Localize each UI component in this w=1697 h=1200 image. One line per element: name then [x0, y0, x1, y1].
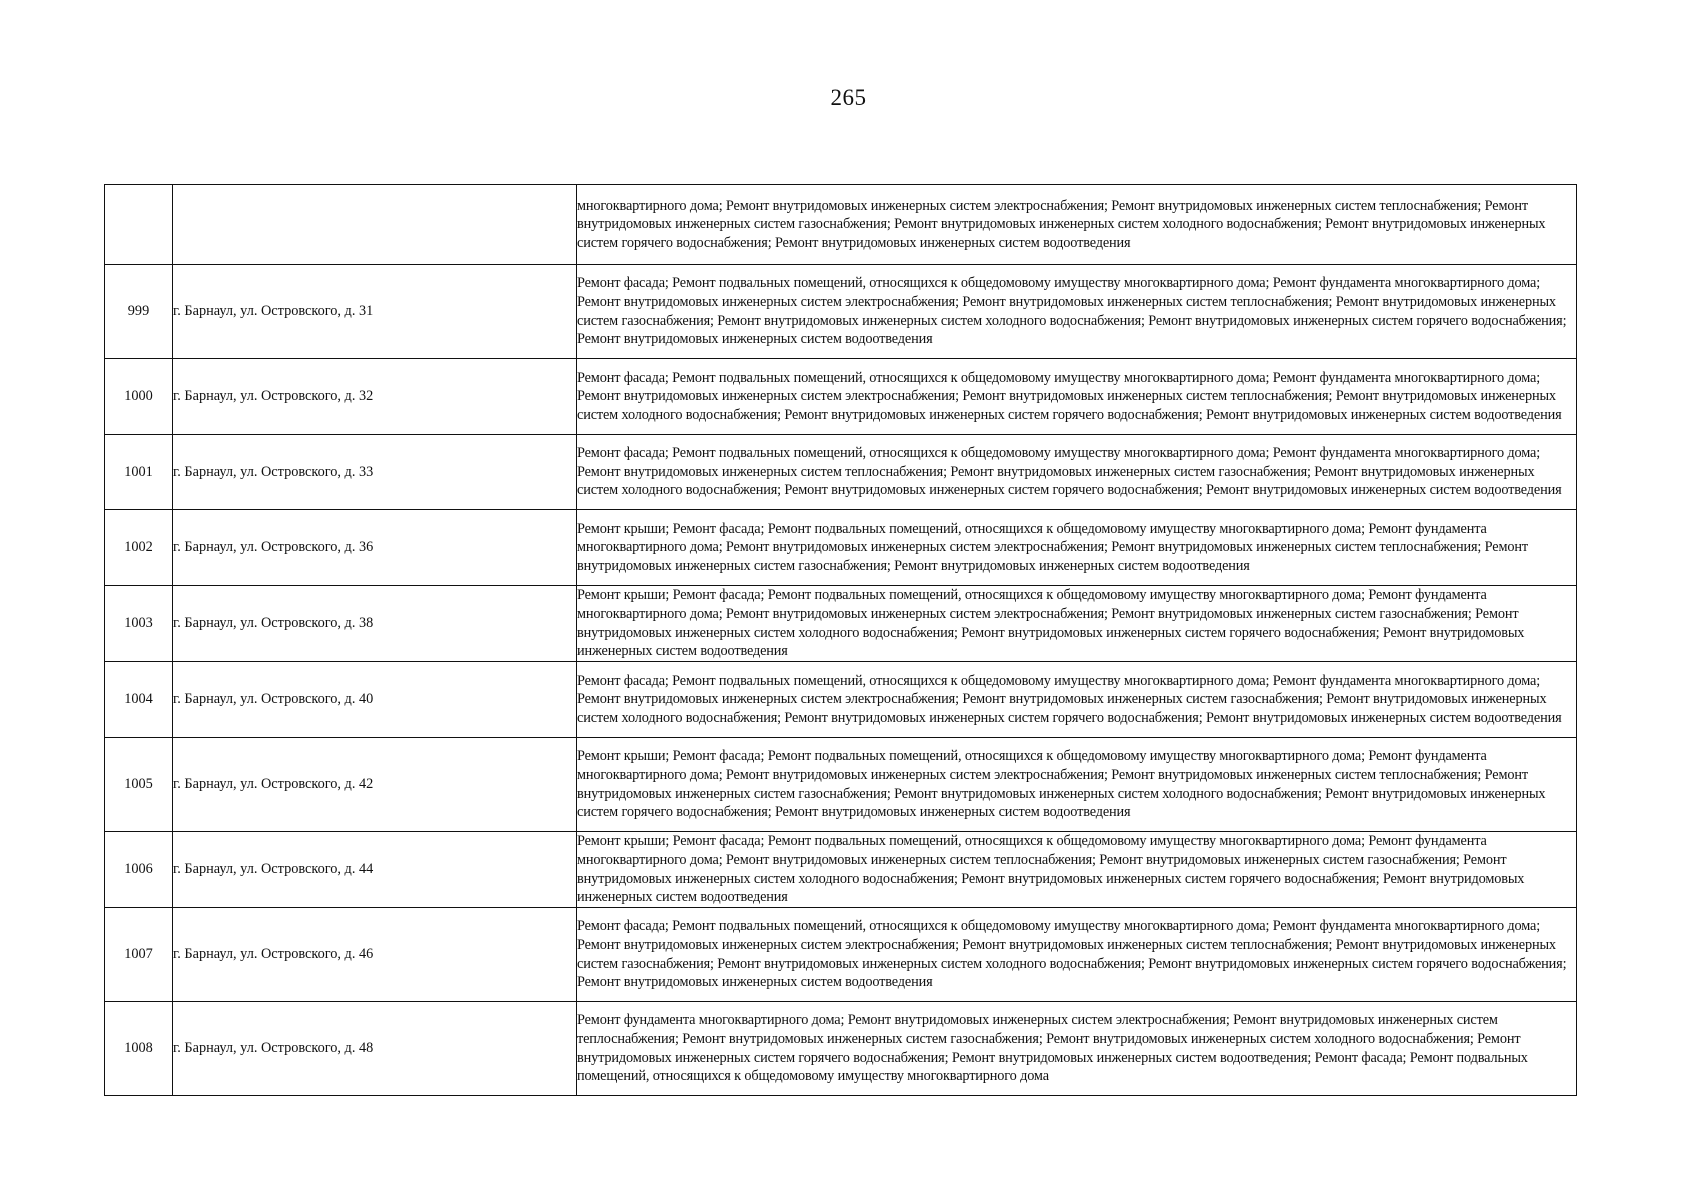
table-row: [105, 832, 1577, 908]
row-number: 1007: [105, 908, 173, 1002]
row-number: 1006: [105, 832, 173, 908]
row-number: 1004: [105, 662, 173, 738]
table-row: [105, 265, 1577, 359]
repair-works: Ремонт крыши; Ремонт фасада; Ремонт подвальных помещений, относящихся к общедомовому имуществу многоквартирного дома; Ремонт фундамента многоквартирного дома; Ремонт внутридомовых инженерных систем электроснабжения; Ремонт внутридомовых инженерных систем теплоснабжения; Ремонт внутридомовых инженерных систем газоснабжения; Ремонт внутридомовых инженерных систем холодного водоснабжения; Ремонт внутридомовых инженерных систем горячего водоснабжения; Ремонт внутридомовых инженерных систем водоотведения: [577, 738, 1577, 832]
repair-works: Ремонт фасада; Ремонт подвальных помещений, относящихся к общедомовому имуществу многоквартирного дома; Ремонт фундамента многоквартирного дома; Ремонт внутридомовых инженерных систем теплоснабжения; Ремонт внутридомовых инженерных систем газоснабжения; Ремонт внутридомовых инженерных систем холодного водоснабжения; Ремонт внутридомовых инженерных систем горячего водоснабжения; Ремонт внутридомовых инженерных систем водоотведения: [577, 435, 1577, 510]
table-row: [105, 510, 1577, 586]
table-row: [105, 1002, 1577, 1096]
repair-works: Ремонт фасада; Ремонт подвальных помещений, относящихся к общедомовому имуществу многоквартирного дома; Ремонт фундамента многоквартирного дома; Ремонт внутридомовых инженерных систем электроснабжения; Ремонт внутридомовых инженерных систем теплоснабжения; Ремонт внутридомовых инженерных систем газоснабжения; Ремонт внутридомовых инженерных систем холодного водоснабжения; Ремонт внутридомовых инженерных систем горячего водоснабжения; Ремонт внутридомовых инженерных систем водоотведения: [577, 265, 1577, 359]
page-number: 265: [830, 85, 867, 110]
row-number: 1003: [105, 586, 173, 662]
table-row: [105, 359, 1577, 435]
repair-works: Ремонт фасада; Ремонт подвальных помещений, относящихся к общедомовому имуществу многоквартирного дома; Ремонт фундамента многоквартирного дома; Ремонт внутридомовых инженерных систем электроснабжения; Ремонт внутридомовых инженерных систем теплоснабжения; Ремонт внутридомовых инженерных систем газоснабжения; Ремонт внутридомовых инженерных систем холодного водоснабжения; Ремонт внутридомовых инженерных систем горячего водоснабжения; Ремонт внутридомовых инженерных систем водоотведения: [577, 908, 1577, 1002]
row-number: 1001: [105, 435, 173, 510]
house-address: г. Барнаул, ул. Островского, д. 33: [173, 435, 577, 510]
house-address: [173, 185, 577, 265]
repair-works: Ремонт крыши; Ремонт фасада; Ремонт подвальных помещений, относящихся к общедомовому имуществу многоквартирного дома; Ремонт фундамента многоквартирного дома; Ремонт внутридомовых инженерных систем электроснабжения; Ремонт внутридомовых инженерных систем газоснабжения; Ремонт внутридомовых инженерных систем холодного водоснабжения; Ремонт внутридомовых инженерных систем горячего водоснабжения; Ремонт внутридомовых инженерных систем водоотведения: [577, 586, 1577, 662]
repair-works: многоквартирного дома; Ремонт внутридомовых инженерных систем электроснабжения; Ремонт внутридомовых инженерных систем теплоснабжения; Ремонт внутридомовых инженерных систем газоснабжения; Ремонт внутридомовых инженерных систем холодного водоснабжения; Ремонт внутридомовых инженерных систем горячего водоснабжения; Ремонт внутридомовых инженерных систем водоотведения: [577, 185, 1577, 265]
house-address: г. Барнаул, ул. Островского, д. 40: [173, 662, 577, 738]
repair-works: Ремонт фасада; Ремонт подвальных помещений, относящихся к общедомовому имуществу многоквартирного дома; Ремонт фундамента многоквартирного дома; Ремонт внутридомовых инженерных систем электроснабжения; Ремонт внутридомовых инженерных систем теплоснабжения; Ремонт внутридомовых инженерных систем холодного водоснабжения; Ремонт внутридомовых инженерных систем горячего водоснабжения; Ремонт внутридомовых инженерных систем водоотведения: [577, 359, 1577, 435]
table-row: [105, 908, 1577, 1002]
row-number: 1005: [105, 738, 173, 832]
repair-works: Ремонт крыши; Ремонт фасада; Ремонт подвальных помещений, относящихся к общедомовому имуществу многоквартирного дома; Ремонт фундамента многоквартирного дома; Ремонт внутридомовых инженерных систем электроснабжения; Ремонт внутридомовых инженерных систем теплоснабжения; Ремонт внутридомовых инженерных систем газоснабжения; Ремонт внутридомовых инженерных систем водоотведения: [577, 510, 1577, 586]
house-address: г. Барнаул, ул. Островского, д. 38: [173, 586, 577, 662]
house-address: г. Барнаул, ул. Островского, д. 42: [173, 738, 577, 832]
table-row: [105, 435, 1577, 510]
house-address: г. Барнаул, ул. Островского, д. 36: [173, 510, 577, 586]
table-row: [105, 662, 1577, 738]
repair-registry-table: [104, 184, 1577, 1096]
table-row: [105, 738, 1577, 832]
house-address: г. Барнаул, ул. Островского, д. 31: [173, 265, 577, 359]
table-row: [105, 185, 1577, 265]
row-number: 1008: [105, 1002, 173, 1096]
repair-works: Ремонт фундамента многоквартирного дома; Ремонт внутридомовых инженерных систем электроснабжения; Ремонт внутридомовых инженерных систем теплоснабжения; Ремонт внутридомовых инженерных систем газоснабжения; Ремонт внутридомовых инженерных систем холодного водоснабжения; Ремонт внутридомовых инженерных систем горячего водоснабжения; Ремонт внутридомовых инженерных систем водоотведения; Ремонт фасада; Ремонт подвальных помещений, относящихся к общедомовому имуществу многоквартирного дома: [577, 1002, 1577, 1096]
repair-works: Ремонт крыши; Ремонт фасада; Ремонт подвальных помещений, относящихся к общедомовому имуществу многоквартирного дома; Ремонт фундамента многоквартирного дома; Ремонт внутридомовых инженерных систем теплоснабжения; Ремонт внутридомовых инженерных систем газоснабжения; Ремонт внутридомовых инженерных систем холодного водоснабжения; Ремонт внутридомовых инженерных систем горячего водоснабжения; Ремонт внутридомовых инженерных систем водоотведения: [577, 832, 1577, 908]
row-number: 1000: [105, 359, 173, 435]
house-address: г. Барнаул, ул. Островского, д. 44: [173, 832, 577, 908]
house-address: г. Барнаул, ул. Островского, д. 46: [173, 908, 577, 1002]
table-row: [105, 586, 1577, 662]
row-number: [105, 185, 173, 265]
row-number: 1002: [105, 510, 173, 586]
repair-works: Ремонт фасада; Ремонт подвальных помещений, относящихся к общедомовому имуществу многоквартирного дома; Ремонт фундамента многоквартирного дома; Ремонт внутридомовых инженерных систем электроснабжения; Ремонт внутридомовых инженерных систем газоснабжения; Ремонт внутридомовых инженерных систем холодного водоснабжения; Ремонт внутридомовых инженерных систем горячего водоснабжения; Ремонт внутридомовых инженерных систем водоотведения: [577, 662, 1577, 738]
house-address: г. Барнаул, ул. Островского, д. 48: [173, 1002, 577, 1096]
row-number: 999: [105, 265, 173, 359]
house-address: г. Барнаул, ул. Островского, д. 32: [173, 359, 577, 435]
